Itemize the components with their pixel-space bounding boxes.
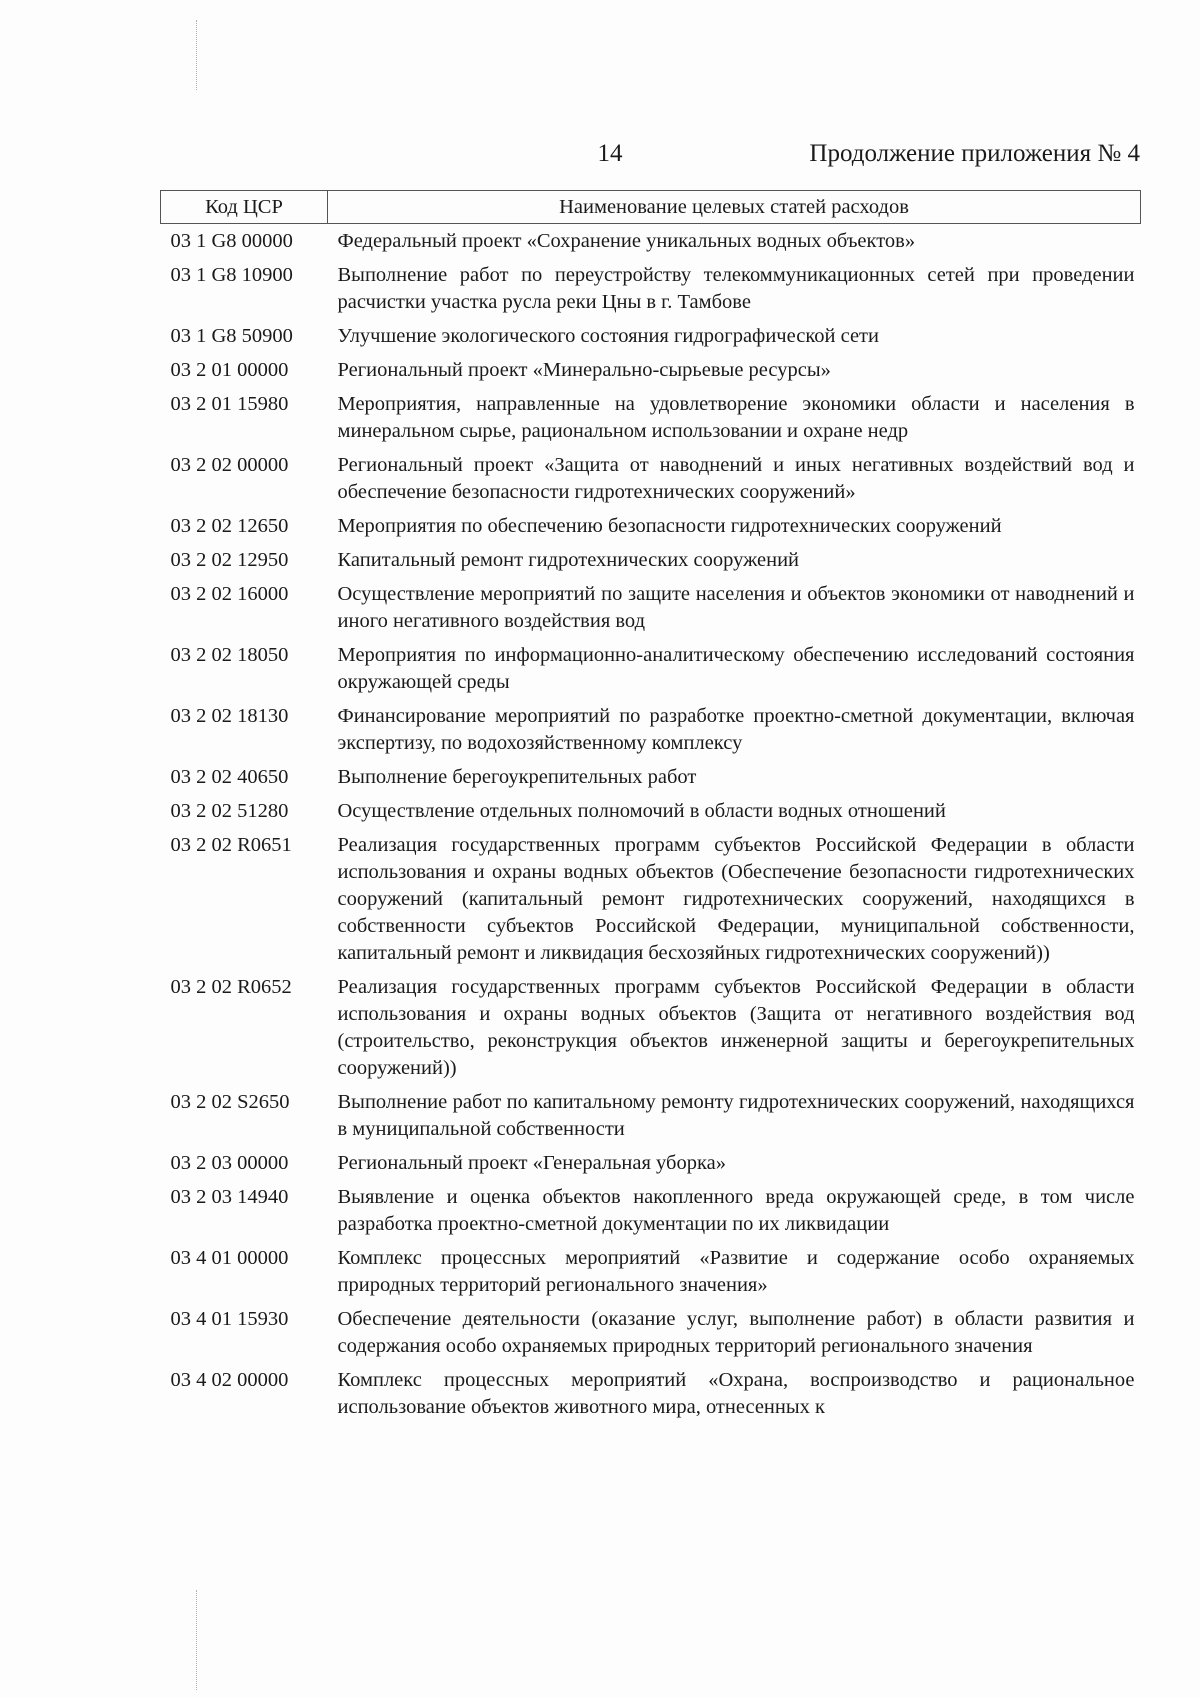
row-code: 03 1 G8 00000 <box>170 230 293 252</box>
table-row <box>161 543 1141 577</box>
table-row <box>161 577 1141 638</box>
table-row <box>161 387 1141 448</box>
row-code: 03 2 02 12950 <box>170 549 289 571</box>
row-code: 03 2 02 18130 <box>170 705 289 727</box>
row-name: Региональный проект «Минерально-сырьевые ресурсы» <box>337 359 831 381</box>
row-name: Федеральный проект «Сохранение уникальных водных объектов» <box>337 230 916 252</box>
row-code: 03 2 02 16000 <box>170 583 289 605</box>
row-code: 03 4 01 15930 <box>170 1308 289 1330</box>
row-name: Реализация государственных программ субъектов Российской Федерации в области использования и охраны водных объектов (Обеспечение безопасности гидротехнических сооружений (капитальный ремонт гидротехнических сооружений, находящихся в собственности субъектов Российской Федерации, муниципальной собственности, капитальный ремонт и ликвидация бесхозяйных гидротехнических сооружений)) <box>337 834 1135 964</box>
row-name: Мероприятия по информационно-аналитическому обеспечению исследований состояния окружающей среды <box>337 644 1135 693</box>
table-row <box>161 1180 1141 1241</box>
table-row <box>161 258 1141 319</box>
column-header-code: Код ЦСР <box>161 191 328 224</box>
table-row <box>161 224 1141 259</box>
row-code: 03 2 02 51280 <box>170 800 289 822</box>
target-expense-articles-table <box>160 190 1141 1424</box>
table-row <box>161 509 1141 543</box>
table-row <box>161 319 1141 353</box>
table-row <box>161 828 1141 970</box>
row-code: 03 2 03 00000 <box>170 1152 289 1174</box>
row-name: Комплекс процессных мероприятий «Развитие и содержание особо охраняемых природных территорий регионального значения» <box>337 1247 1135 1296</box>
scan-artifact <box>196 1590 199 1690</box>
row-name: Осуществление мероприятий по защите населения и объектов экономики от наводнений и иного негативного воздействия вод <box>337 583 1135 632</box>
row-code: 03 2 03 14940 <box>170 1186 289 1208</box>
table-row <box>161 1146 1141 1180</box>
row-name: Реализация государственных программ субъектов Российской Федерации в области использования и охраны водных объектов (Защита от негативного воздействия вод (строительство, реконструкция объектов инженерной защиты и берегоукрепительных сооружений)) <box>337 976 1135 1079</box>
table-header-row <box>161 191 1141 224</box>
row-code: 03 2 02 00000 <box>170 454 289 476</box>
scan-artifact <box>196 20 199 90</box>
table-row <box>161 1241 1141 1302</box>
row-name: Мероприятия, направленные на удовлетворение экономики области и населения в минеральном сырье, рациональном использовании и охране недр <box>337 393 1135 442</box>
appendix-continuation-title: Продолжение приложения № 4 <box>809 140 1140 167</box>
table-row <box>161 448 1141 509</box>
row-code: 03 2 02 12650 <box>170 515 289 537</box>
row-code: 03 4 02 00000 <box>170 1369 289 1391</box>
table-row <box>161 1302 1141 1363</box>
row-code: 03 2 02 40650 <box>170 766 289 788</box>
row-name: Капитальный ремонт гидротехнических сооружений <box>337 549 800 571</box>
table-row <box>161 1363 1141 1424</box>
row-name: Улучшение экологического состояния гидрографической сети <box>337 325 879 347</box>
row-code: 03 1 G8 10900 <box>170 264 293 286</box>
row-code: 03 2 02 18050 <box>170 644 289 666</box>
row-code: 03 2 02 S2650 <box>170 1091 290 1113</box>
row-code: 03 2 01 00000 <box>170 359 289 381</box>
row-name: Выполнение работ по капитальному ремонту гидротехнических сооружений, находящихся в муниципальной собственности <box>337 1091 1135 1140</box>
row-code: 03 2 01 15980 <box>170 393 289 415</box>
table-row <box>161 794 1141 828</box>
row-name: Региональный проект «Генеральная уборка» <box>337 1152 726 1174</box>
row-code: 03 2 02 R0651 <box>170 834 292 856</box>
table-row <box>161 699 1141 760</box>
column-header-name: Наименование целевых статей расходов <box>328 191 1141 224</box>
row-name: Выполнение работ по переустройству телекоммуникационных сетей при проведении расчистки участка русла реки Цны в г. Тамбове <box>337 264 1135 313</box>
row-code: 03 1 G8 50900 <box>170 325 293 347</box>
row-name: Осуществление отдельных полномочий в области водных отношений <box>337 800 946 822</box>
row-name: Обеспечение деятельности (оказание услуг, выполнение работ) в области развития и содержания особо охраняемых природных территорий регионального значения <box>337 1308 1135 1357</box>
table-row <box>161 970 1141 1085</box>
row-name: Финансирование мероприятий по разработке проектно-сметной документации, включая экспертизу, по водохозяйственному комплексу <box>337 705 1135 754</box>
row-code: 03 4 01 00000 <box>170 1247 289 1269</box>
table-row <box>161 353 1141 387</box>
table-row <box>161 638 1141 699</box>
row-name: Региональный проект «Защита от наводнений и иных негативных воздействий вод и обеспечение безопасности гидротехнических сооружений» <box>337 454 1135 503</box>
row-name: Выполнение берегоукрепительных работ <box>337 766 697 788</box>
table-body <box>161 224 1141 1425</box>
row-name: Выявление и оценка объектов накопленного вреда окружающей среде, в том числе разработка проектно-сметной документации по их ликвидации <box>337 1186 1135 1235</box>
row-code: 03 2 02 R0652 <box>170 976 292 998</box>
table-row <box>161 760 1141 794</box>
table-row <box>161 1085 1141 1146</box>
page-number: 14 <box>597 140 623 167</box>
row-name: Комплекс процессных мероприятий «Охрана, воспроизводство и рациональное использование объектов животного мира, отнесенных к <box>337 1369 1135 1418</box>
row-name: Мероприятия по обеспечению безопасности гидротехнических сооружений <box>337 515 1002 537</box>
